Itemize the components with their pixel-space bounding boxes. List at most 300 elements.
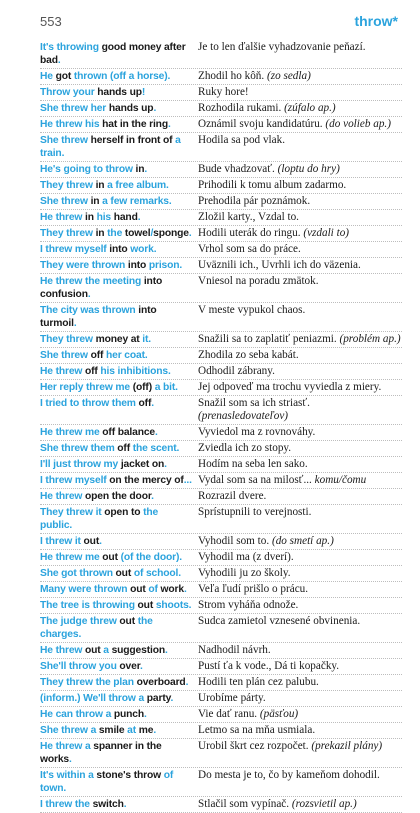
- entry-english: [40, 474, 198, 487]
- entry-keyword: into: [109, 244, 128, 255]
- entry-english: [40, 211, 198, 224]
- translation-note: (prenasledovateľov): [198, 410, 289, 422]
- entry-phrase-text: .: [164, 459, 167, 470]
- entry-phrase-text: She threw: [40, 196, 91, 207]
- translation-text: Snažili sa to zaplatiť peniazmi.: [198, 333, 340, 345]
- entry-keyword: hat in the ring: [102, 119, 168, 130]
- entry-row: [40, 707, 402, 723]
- entry-row: [40, 614, 402, 643]
- entry-english: [40, 442, 198, 455]
- entry-row: [40, 85, 402, 101]
- entry-english: [40, 227, 198, 240]
- entry-keyword: confusion: [40, 289, 88, 300]
- entry-phrase-text: He threw me: [40, 552, 103, 563]
- entry-phrase-text: of town.: [40, 770, 174, 794]
- entry-translation: [198, 41, 402, 54]
- entry-phrase-text: They threw the plan: [40, 677, 137, 688]
- entry-phrase-text: thrown (off a horse).: [71, 71, 171, 82]
- entry-row: [40, 274, 402, 303]
- entry-phrase-text: her coat.: [103, 350, 148, 361]
- entry-translation: [198, 660, 402, 673]
- entry-phrase-text: /: [150, 228, 154, 239]
- entry-keyword: out: [119, 616, 135, 627]
- entry-keyword: open to: [104, 507, 141, 518]
- translation-text: Hodili ten plán cez palubu.: [198, 676, 319, 688]
- entry-row: [40, 210, 402, 226]
- entry-row: [40, 675, 402, 691]
- entry-english: [40, 535, 198, 548]
- entry-phrase-text: ...: [183, 475, 192, 486]
- entry-phrase-text: I threw myself: [40, 475, 110, 486]
- entry-keyword: stone's throw: [96, 770, 161, 781]
- entry-row: [40, 723, 402, 739]
- entry-english: [40, 740, 198, 766]
- entry-translation: [198, 70, 402, 83]
- entry-english: [40, 86, 198, 99]
- entry-phrase-text: She threw them: [40, 443, 118, 454]
- entry-phrase-text: He: [40, 71, 56, 82]
- entry-row: [40, 550, 402, 566]
- entry-phrase-text: She'll throw you: [40, 661, 120, 672]
- translation-text: Letmo sa na mňa usmiala.: [198, 724, 316, 736]
- entry-phrase-text: He threw his: [40, 119, 103, 130]
- entry-keyword: got: [55, 71, 72, 82]
- entry-translation: [198, 615, 402, 628]
- entry-keyword: sponge: [153, 228, 189, 239]
- entry-keyword: spanner in the works: [40, 741, 162, 765]
- entry-translation: [198, 583, 402, 596]
- entry-keyword: in: [95, 228, 105, 239]
- entry-phrase-text: (inform.) We'll throw a: [40, 693, 147, 704]
- entry-row: [40, 226, 402, 242]
- entry-keyword: punch: [113, 709, 144, 720]
- entry-keyword: suggestion: [111, 645, 165, 656]
- entry-phrase-text: .: [164, 645, 168, 656]
- entry-phrase-text: (of the door).: [117, 552, 182, 563]
- entry-phrase-text: He threw me: [40, 427, 103, 438]
- entry-phrase-text: .: [99, 536, 102, 547]
- entry-english: [40, 179, 198, 192]
- entry-keyword: in: [135, 164, 145, 175]
- translation-text: Vyhodil som to.: [198, 535, 272, 547]
- entry-row: [40, 332, 402, 348]
- entry-phrase-text: The judge threw: [40, 616, 120, 627]
- entry-phrase-text: She threw a: [40, 725, 99, 736]
- entry-keyword: party: [146, 693, 171, 704]
- entry-phrase-text: .: [123, 799, 127, 810]
- entry-phrase-text: a train.: [40, 135, 181, 159]
- entry-row: [40, 133, 402, 162]
- translation-text: Do mesta je to, čo by kameňom dohodil.: [198, 769, 380, 781]
- entry-keyword: off balance: [102, 427, 156, 438]
- entry-english: [40, 397, 198, 410]
- entry-keyword: (off): [132, 382, 152, 393]
- entry-phrase-text: They threw: [40, 228, 96, 239]
- entry-keyword: into: [127, 260, 147, 271]
- entry-translation: [198, 333, 402, 346]
- entry-keyword: over: [119, 661, 141, 672]
- entry-translation: [198, 506, 402, 519]
- entry-translation: [198, 195, 402, 208]
- entry-keyword: into: [143, 276, 163, 287]
- entry-phrase-text: of: [145, 584, 161, 595]
- translation-text: Zhodil ho kôň.: [198, 70, 267, 82]
- entry-translation: [198, 163, 402, 176]
- entry-translation: [198, 724, 402, 737]
- entry-translation: [198, 349, 402, 362]
- entry-keyword: out: [102, 552, 118, 563]
- entry-phrase-text: .: [73, 318, 77, 329]
- translation-text: Veľa ľudí prišlo o prácu.: [198, 583, 309, 595]
- entry-translation: [198, 243, 402, 256]
- translation-note: (loptu do hry): [277, 163, 340, 175]
- entry-translation: [198, 599, 402, 612]
- entry-phrase-text: .: [153, 103, 157, 114]
- translation-note: (päsťou): [259, 708, 299, 720]
- entry-keyword: switch: [92, 799, 124, 810]
- entry-phrase-text: They were thrown: [40, 260, 128, 271]
- entry-phrase-text: .: [183, 584, 187, 595]
- entry-phrase-text: He threw: [40, 645, 85, 656]
- translation-text: Urobil škrt cez rozpočet.: [198, 740, 312, 752]
- entry-translation: [198, 365, 402, 378]
- entry-keyword: out: [85, 645, 101, 656]
- entry-phrase-text: She got thrown: [40, 568, 116, 579]
- entry-phrase-text: He threw the meeting: [40, 276, 144, 287]
- translation-text: V meste vypukol chaos.: [198, 304, 306, 316]
- translation-text: Pustí ťa k vode., Dá ti kopačky.: [198, 660, 340, 672]
- translation-text: Oznámil svoju kandidatúru.: [198, 118, 326, 130]
- entry-phrase-text: The tree is throwing: [40, 600, 138, 611]
- entry-keyword: in: [85, 212, 94, 223]
- entry-row: [40, 40, 402, 69]
- entry-phrase-text: They threw: [40, 180, 96, 191]
- entry-translation: [198, 490, 402, 503]
- entry-row: [40, 598, 402, 614]
- entry-row: [40, 303, 402, 332]
- entry-phrase-text: .: [69, 754, 72, 765]
- entry-row: [40, 457, 402, 473]
- entry-phrase-text: .: [170, 693, 174, 704]
- entry-english: [40, 724, 198, 737]
- translation-text: Zhodila zo seba kabát.: [198, 349, 299, 361]
- entry-translation: [198, 259, 402, 272]
- entry-row: [40, 534, 402, 550]
- entry-keyword: out: [130, 584, 146, 595]
- translation-note: (do smetí ap.): [271, 535, 334, 547]
- entry-row: [40, 691, 402, 707]
- translation-text: Prihodili k tomu album zadarmo.: [198, 179, 347, 191]
- translation-text: Strom vyháňa odnože.: [198, 599, 299, 611]
- translation-text: Vydal som sa na milosť...: [198, 474, 315, 486]
- translation-text: Vyhodili ju zo školy.: [198, 567, 291, 579]
- entry-keyword: overboard: [136, 677, 186, 688]
- translation-text: Urobíme párty.: [198, 692, 266, 704]
- entry-keyword: work: [160, 584, 184, 595]
- entry-row: [40, 797, 402, 813]
- entry-phrase-text: .: [144, 709, 147, 720]
- entry-keyword: jacket on: [120, 459, 165, 470]
- entry-phrase-text: .: [155, 427, 158, 438]
- entry-phrase-text: .: [188, 228, 192, 239]
- translation-text: Prehodila pár poznámok.: [198, 195, 311, 207]
- entry-english: [40, 195, 198, 208]
- entry-english: [40, 163, 198, 176]
- entry-phrase-text: a bit.: [151, 382, 178, 393]
- entry-phrase-text: They threw: [40, 334, 96, 345]
- entry-english: [40, 599, 198, 612]
- entry-phrase-text: at: [124, 725, 139, 736]
- entry-row: [40, 396, 402, 425]
- entry-keyword: on the mercy of: [109, 475, 184, 486]
- entry-keyword: hands up: [97, 87, 142, 98]
- entry-phrase-text: The city was thrown: [40, 305, 139, 316]
- entry-english: [40, 583, 198, 596]
- entry-translation: [198, 708, 402, 721]
- translation-text: Je to len ďalšie vyhadzovanie peňazí.: [198, 41, 366, 53]
- entry-phrase-text: He threw a: [40, 741, 94, 752]
- entry-keyword: me: [138, 725, 154, 736]
- translation-text: Stlačil som vypínač.: [198, 798, 292, 810]
- entry-row: [40, 425, 402, 441]
- entry-english: [40, 118, 198, 131]
- entry-row: [40, 505, 402, 534]
- entry-phrase-text: I threw the: [40, 799, 93, 810]
- entry-row: [40, 739, 402, 768]
- translation-text: Hodím na seba len sako.: [198, 458, 308, 470]
- entry-english: [40, 41, 198, 67]
- entry-keyword: in: [90, 196, 100, 207]
- entry-translation: [198, 397, 402, 423]
- entry-translation: [198, 426, 402, 439]
- translation-text: Rozhodila rukami.: [198, 102, 285, 114]
- entry-phrase-text: shoots.: [153, 600, 192, 611]
- entry-row: [40, 178, 402, 194]
- entry-row: [40, 473, 402, 489]
- entry-english: [40, 259, 198, 272]
- entry-phrase-text: .: [185, 677, 189, 688]
- entry-english: [40, 708, 198, 721]
- translation-text: Vniesol na poradu zmätok.: [198, 275, 319, 287]
- translation-note: (prekazil plány): [311, 740, 383, 752]
- entry-phrase-text: his inhibitions.: [97, 366, 171, 377]
- entry-english: [40, 102, 198, 115]
- entry-english: [40, 692, 198, 705]
- entry-phrase-text: They threw it: [40, 507, 105, 518]
- entry-english: [40, 551, 198, 564]
- translation-text: Ruky hore!: [198, 86, 249, 98]
- entry-english: [40, 134, 198, 160]
- entry-row: [40, 348, 402, 364]
- entry-translation: [198, 275, 402, 288]
- entry-phrase-text: .: [153, 725, 157, 736]
- entry-english: [40, 798, 198, 811]
- translation-text: Snažil som sa ich striasť.: [198, 397, 310, 409]
- entry-english: [40, 275, 198, 301]
- entry-translation: [198, 118, 402, 131]
- entry-keyword: herself in front of: [90, 135, 173, 146]
- entry-keyword: off: [138, 398, 152, 409]
- translation-text: Vyviedol ma z rovnováhy.: [198, 426, 316, 438]
- entry-phrase-text: I tried to throw them: [40, 398, 139, 409]
- entry-phrase-text: It's throwing: [40, 42, 102, 53]
- entry-phrase-text: a few remarks.: [99, 196, 172, 207]
- entry-row: [40, 69, 402, 85]
- translation-text: Sudca zamietol vznesené obvinenia.: [198, 615, 361, 627]
- entry-phrase-text: .: [57, 55, 61, 66]
- entry-phrase-text: the public.: [40, 507, 159, 531]
- entry-row: [40, 258, 402, 274]
- entry-english: [40, 660, 198, 673]
- entry-phrase-text: He threw: [40, 212, 85, 223]
- translation-note: (vzdali to): [303, 227, 350, 239]
- entry-translation: [198, 442, 402, 455]
- translation-note: (zúfalo ap.): [284, 102, 336, 114]
- entry-phrase-text: He can throw a: [40, 709, 114, 720]
- entry-english: [40, 349, 198, 362]
- entry-english: [40, 458, 198, 471]
- entry-phrase-text: She threw: [40, 350, 91, 361]
- page-number: 553: [40, 14, 62, 29]
- entry-keyword: hands up: [108, 103, 154, 114]
- translation-note: komu/čomu: [314, 474, 367, 486]
- translation-note: (do volieb ap.): [325, 118, 391, 130]
- entry-phrase-text: prison.: [146, 260, 183, 271]
- entry-keyword: open the door: [85, 491, 152, 502]
- entry-translation: [198, 134, 402, 147]
- entry-row: [40, 659, 402, 675]
- entry-translation: [198, 692, 402, 705]
- entry-translation: [198, 798, 402, 811]
- entry-translation: [198, 567, 402, 580]
- entry-english: [40, 243, 198, 256]
- translation-text: Rozrazil dvere.: [198, 490, 267, 502]
- entry-row: [40, 242, 402, 258]
- translation-text: Sprístupnili to verejnosti.: [198, 506, 312, 518]
- translation-note: (zo sedla): [267, 70, 311, 82]
- entry-phrase-text: .: [167, 119, 171, 130]
- entry-row: [40, 582, 402, 598]
- entry-row: [40, 643, 402, 659]
- translation-text: Bude vhadzovať.: [198, 163, 278, 175]
- page-headword: throw*: [354, 13, 398, 29]
- entry-translation: [198, 769, 402, 782]
- entry-keyword: towel: [124, 228, 151, 239]
- entry-phrase-text: Throw your: [40, 87, 98, 98]
- translation-text: Vie dať ranu.: [198, 708, 260, 720]
- translation-text: Odhodil zábrany.: [198, 365, 275, 377]
- entry-keyword: smile: [98, 725, 125, 736]
- entry-translation: [198, 474, 402, 487]
- entry-phrase-text: !: [141, 87, 146, 98]
- entry-english: [40, 304, 198, 330]
- entry-translation: [198, 676, 402, 689]
- entry-translation: [198, 227, 402, 240]
- entry-english: [40, 426, 198, 439]
- entry-english: [40, 567, 198, 580]
- entry-phrase-text: a: [100, 645, 112, 656]
- entry-phrase-text: a free album.: [104, 180, 169, 191]
- entry-keyword: good money after bad: [40, 42, 186, 66]
- entry-phrase-text: I threw it: [40, 536, 84, 547]
- entry-phrase-text: his: [93, 212, 114, 223]
- entry-phrase-text: He's going to throw: [40, 164, 136, 175]
- translation-text: Hodila sa pod vlak.: [198, 134, 285, 146]
- translation-text: Zviedla ich zo stopy.: [198, 442, 292, 454]
- translation-text: Jej odpoveď ma trochu vyviedla z miery.: [198, 381, 382, 393]
- entry-keyword: in: [95, 180, 105, 191]
- entry-phrase-text: .: [144, 164, 148, 175]
- entry-phrase-text: the: [104, 228, 125, 239]
- entry-row: [40, 162, 402, 178]
- entry-keyword: off: [117, 443, 130, 454]
- entry-row: [40, 566, 402, 582]
- entry-row: [40, 364, 402, 380]
- entry-english: [40, 644, 198, 657]
- entry-keyword: off: [85, 366, 98, 377]
- translation-text: Nadhodil návrh.: [198, 644, 271, 656]
- entry-translation: [198, 740, 402, 753]
- entry-keyword: out: [83, 536, 100, 547]
- entry-phrase-text: .: [140, 661, 143, 672]
- translation-text: Hodili uterák do ringu.: [198, 227, 304, 239]
- entry-phrase-text: the scent.: [129, 443, 180, 454]
- entries-list: [40, 40, 402, 813]
- entry-phrase-text: .: [151, 491, 154, 502]
- entry-keyword: out: [137, 600, 154, 611]
- translation-text: Vyhodil ma (z dverí).: [198, 551, 294, 563]
- entry-keyword: money at: [95, 334, 140, 345]
- entry-row: [40, 489, 402, 505]
- translation-text: Zložil karty., Vzdal to.: [198, 211, 299, 223]
- entry-row: [40, 194, 402, 210]
- entry-row: [40, 380, 402, 396]
- entry-english: [40, 676, 198, 689]
- entry-row: [40, 117, 402, 133]
- entry-phrase-text: He threw: [40, 491, 85, 502]
- entry-english: [40, 333, 198, 346]
- entry-english: [40, 70, 198, 83]
- entry-phrase-text: She threw: [40, 135, 91, 146]
- entry-keyword: into turmoil: [40, 305, 157, 329]
- entry-translation: [198, 381, 402, 394]
- entry-translation: [198, 304, 402, 317]
- entry-translation: [198, 535, 402, 548]
- translation-text: Vrhol som sa do práce.: [198, 243, 301, 255]
- translation-note: (rozsvietil ap.): [291, 798, 357, 810]
- entry-phrase-text: She threw her: [40, 103, 109, 114]
- entry-keyword: out: [115, 568, 132, 579]
- entry-phrase-text: work.: [127, 244, 157, 255]
- entry-phrase-text: .: [137, 212, 141, 223]
- entry-phrase-text: the charges.: [40, 616, 153, 640]
- entry-translation: [198, 551, 402, 564]
- entry-english: [40, 490, 198, 503]
- entry-row: [40, 101, 402, 117]
- entry-keyword: off: [90, 350, 104, 361]
- entry-phrase-text: It's within a: [40, 770, 97, 781]
- entry-translation: [198, 86, 402, 99]
- entry-english: [40, 506, 198, 532]
- entry-phrase-text: Many were thrown: [40, 584, 131, 595]
- translation-note: (problém ap.): [339, 333, 401, 345]
- entry-translation: [198, 211, 402, 224]
- entry-keyword: hand: [113, 212, 138, 223]
- translation-text: Uväznili ich., Uvrhli ich do väzenia.: [198, 259, 361, 271]
- entry-translation: [198, 458, 402, 471]
- entry-translation: [198, 102, 402, 115]
- entry-english: [40, 769, 198, 795]
